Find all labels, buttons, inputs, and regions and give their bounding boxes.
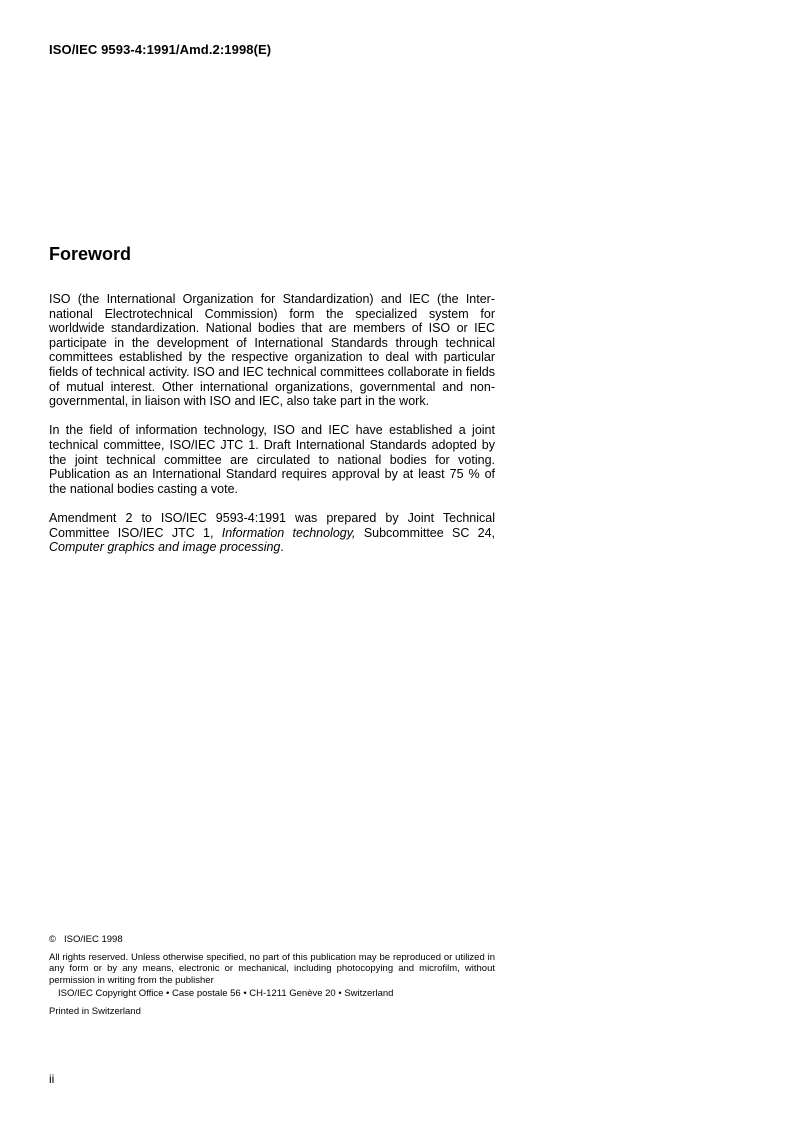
section-title: Foreword — [49, 244, 132, 264]
paragraph-3-text-a: Amendment 2 to ISO/IEC 9593-4:1991 was prepared by Joint Technical Committee ISO/IEC JTC 1, — [49, 510, 495, 540]
rights-statement: All rights reserved. Unless otherwise specified, no part of this publication may be reproduced or utilized in any form or by any means, electronic or mechanical, including photocopying and microfilm, without permission in writing from the publisher — [49, 951, 495, 986]
foreword-paragraph-3 — [49, 511, 495, 555]
paragraph-3-text-b: Subcommittee SC 24, — [363, 525, 495, 540]
foreword-paragraph-1: ISO (the International Organization for Standardization) and IEC (the Inter-national Electrotechnical Commission) form the specialized system for worldwide standardization. National bodies that are members of ISO or IEC participate in the development of International Standards through technical committees established by the respective organization to deal with particular fields of technical activity. ISO and IEC technical committees collaborate in fields of mutual interest. Other international organizations, governmental and non-governmental, in liaison with ISO and IEC, also take part in the work. — [49, 292, 495, 409]
paragraph-3-italic-b: Computer graphics and image processing — [49, 540, 281, 555]
copyright-office-address: ISO/IEC Copyright Office • Case postale 56 • CH-1211 Genève 20 • Switzerland — [58, 988, 394, 1000]
printed-location: Printed in Switzerland — [49, 1005, 141, 1017]
foreword-paragraph-2: In the field of information technology, ISO and IEC have established a joint technical committee, ISO/IEC JTC 1. Draft International Standards adopted by the joint technical committee are circulated to national bodies for voting. Publication as an International Standard requires approval by at least 75 % of the national bodies casting a vote. — [49, 423, 495, 496]
copyright-notice — [49, 934, 495, 946]
copyright-block — [49, 934, 495, 1018]
paragraph-3-italic-a: Information technology, — [221, 525, 356, 540]
copyright-icon: © — [49, 934, 56, 945]
foreword-body — [49, 292, 495, 569]
page-number: ii — [49, 1072, 55, 1086]
document-header: ISO/IEC 9593-4:1991/Amd.2:1998(E) — [49, 42, 272, 57]
paragraph-3-end: . — [280, 540, 284, 555]
copyright-notice-text: ISO/IEC 1998 — [64, 934, 123, 945]
